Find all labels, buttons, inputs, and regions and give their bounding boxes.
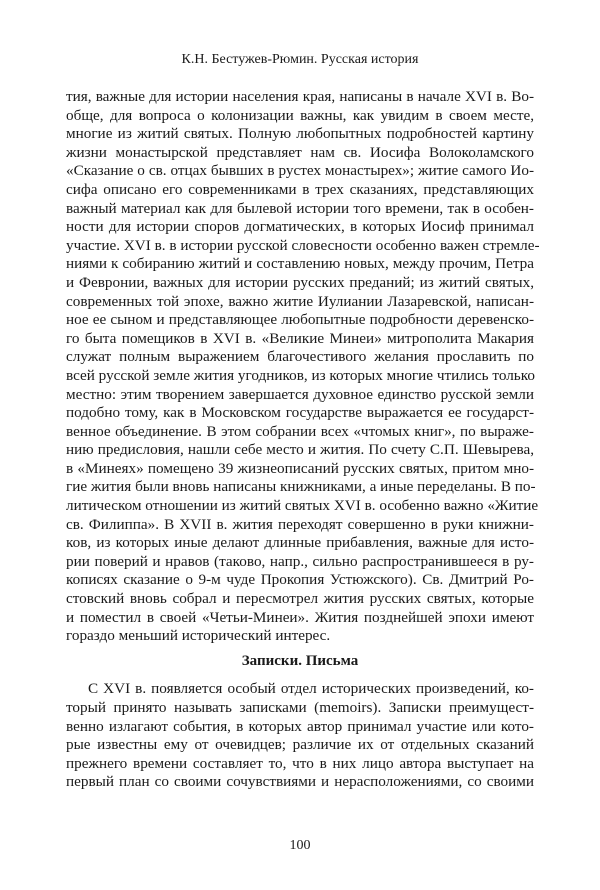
page-body — [66, 88, 540, 792]
text-line: всей русской земле жития угодников, из которых многие чтились только — [66, 366, 535, 384]
text-line: рые известны ему от очевидцев; различие их от отдельных сказаний — [66, 736, 534, 754]
text-line: многие из житий святых. Полную любопытных подробностей картину — [66, 125, 534, 143]
text-line: первый план со своими сочувствиями и нерасположениями, со своими — [66, 773, 534, 791]
text-line: ков, из которых иные делают длинные прибавления, важные для исто- — [66, 534, 534, 552]
text-line: ное ее сыном и представляющее любопытные подробности деревенско- — [66, 311, 534, 329]
text-line: венно излагают события, в которых автор принимал участие или кото- — [66, 717, 534, 735]
paragraph-2 — [66, 680, 534, 792]
text-line: местно: этим творением завершается духовное единство русской земли — [66, 385, 534, 403]
page-number: 100 — [289, 838, 311, 853]
text-line: подобно тому, как в Московском государстве выражается ее государст- — [66, 404, 534, 422]
text-line: служат полным выражением благочестивого желания прославить по — [66, 348, 534, 366]
text-line: гие жития были вновь написаны книжниками, а иные переделаны. В по- — [66, 478, 536, 496]
text-line: С XVI в. появляется особый отдел исторических произведений, ко- — [88, 680, 534, 698]
text-line: торый принято называть записками (memoirs). Записки преимущест- — [66, 699, 534, 716]
text-line: прежнего времени составляет то, что в них лицо автора выступает на — [66, 754, 534, 772]
text-line: ности для истории споров догматических, в которых Иосиф принимал — [66, 218, 534, 236]
text-line: и поместил в своей «Четьи-Минеи». Жития позднейшей эпохи имеют — [66, 608, 534, 626]
paragraph-1 — [66, 88, 540, 646]
text-line: венное объединение. В этом собрании всех «чтомых книг», по выраже- — [66, 422, 534, 440]
text-line: тия, важные для истории населения края, написаны в начале XVI в. Во- — [66, 88, 534, 105]
text-line: жизни монастырской представляет нам св. Иосифа Волоколамского — [66, 143, 534, 161]
text-line: литическом отношении из житий святых XVI в. особенно важно «Житие — [66, 497, 539, 515]
text-line: св. Филиппа». В XVII в. жития переходят совершенно в руки книжни- — [66, 515, 534, 533]
text-line: го быта помещиков в XVI в. «Великие Минеи» митрополита Макария — [66, 329, 534, 347]
text-line: современных той эпохе, важно житие Иулиании Лазаревской, написан- — [66, 292, 534, 310]
text-line: сифа описано его современниками в трех сказаниях, представляющих — [66, 180, 534, 198]
text-line: «Сказание о св. отцах бывших в рустех монастырех»; житие самого Ио- — [66, 162, 534, 180]
text-line: в «Минеях» помещено 39 жизнеописаний русских святых, притом мно- — [66, 459, 534, 477]
text-line: и Февронии, важных для истории русских преданий; из житий святых, — [66, 273, 534, 291]
text-line: обще, для вопроса о колонизации важны, как увидим в своем месте, — [66, 106, 534, 124]
running-header: К.Н. Бестужев-Рюмин. Русская история — [181, 52, 419, 67]
text-line: гораздо меньший исторический интерес. — [66, 627, 331, 645]
text-line: участие. XVI в. в истории русской словесности особенно важен стремле- — [66, 236, 540, 254]
section-heading: Записки. Письма — [241, 652, 359, 669]
text-line: ниями к собиранию житий и составлению новых, между прочим, Петра — [66, 255, 534, 273]
text-line: нию предисловия, нашли себе место и жития. По счету С.П. Шевырева, — [66, 441, 534, 459]
text-line: рии поверий и нравов (таково, напр., сильно распространившееся в ру- — [66, 552, 534, 570]
text-line: кописях сказание о 9-м чуде Прокопия Устюжского). Св. Дмитрий Ро- — [66, 571, 534, 589]
text-line: важный материал как для былевой истории того времени, так в особен- — [66, 199, 534, 217]
text-line: стовский вновь собрал и пересмотрел жития русских святых, которые — [66, 590, 534, 608]
